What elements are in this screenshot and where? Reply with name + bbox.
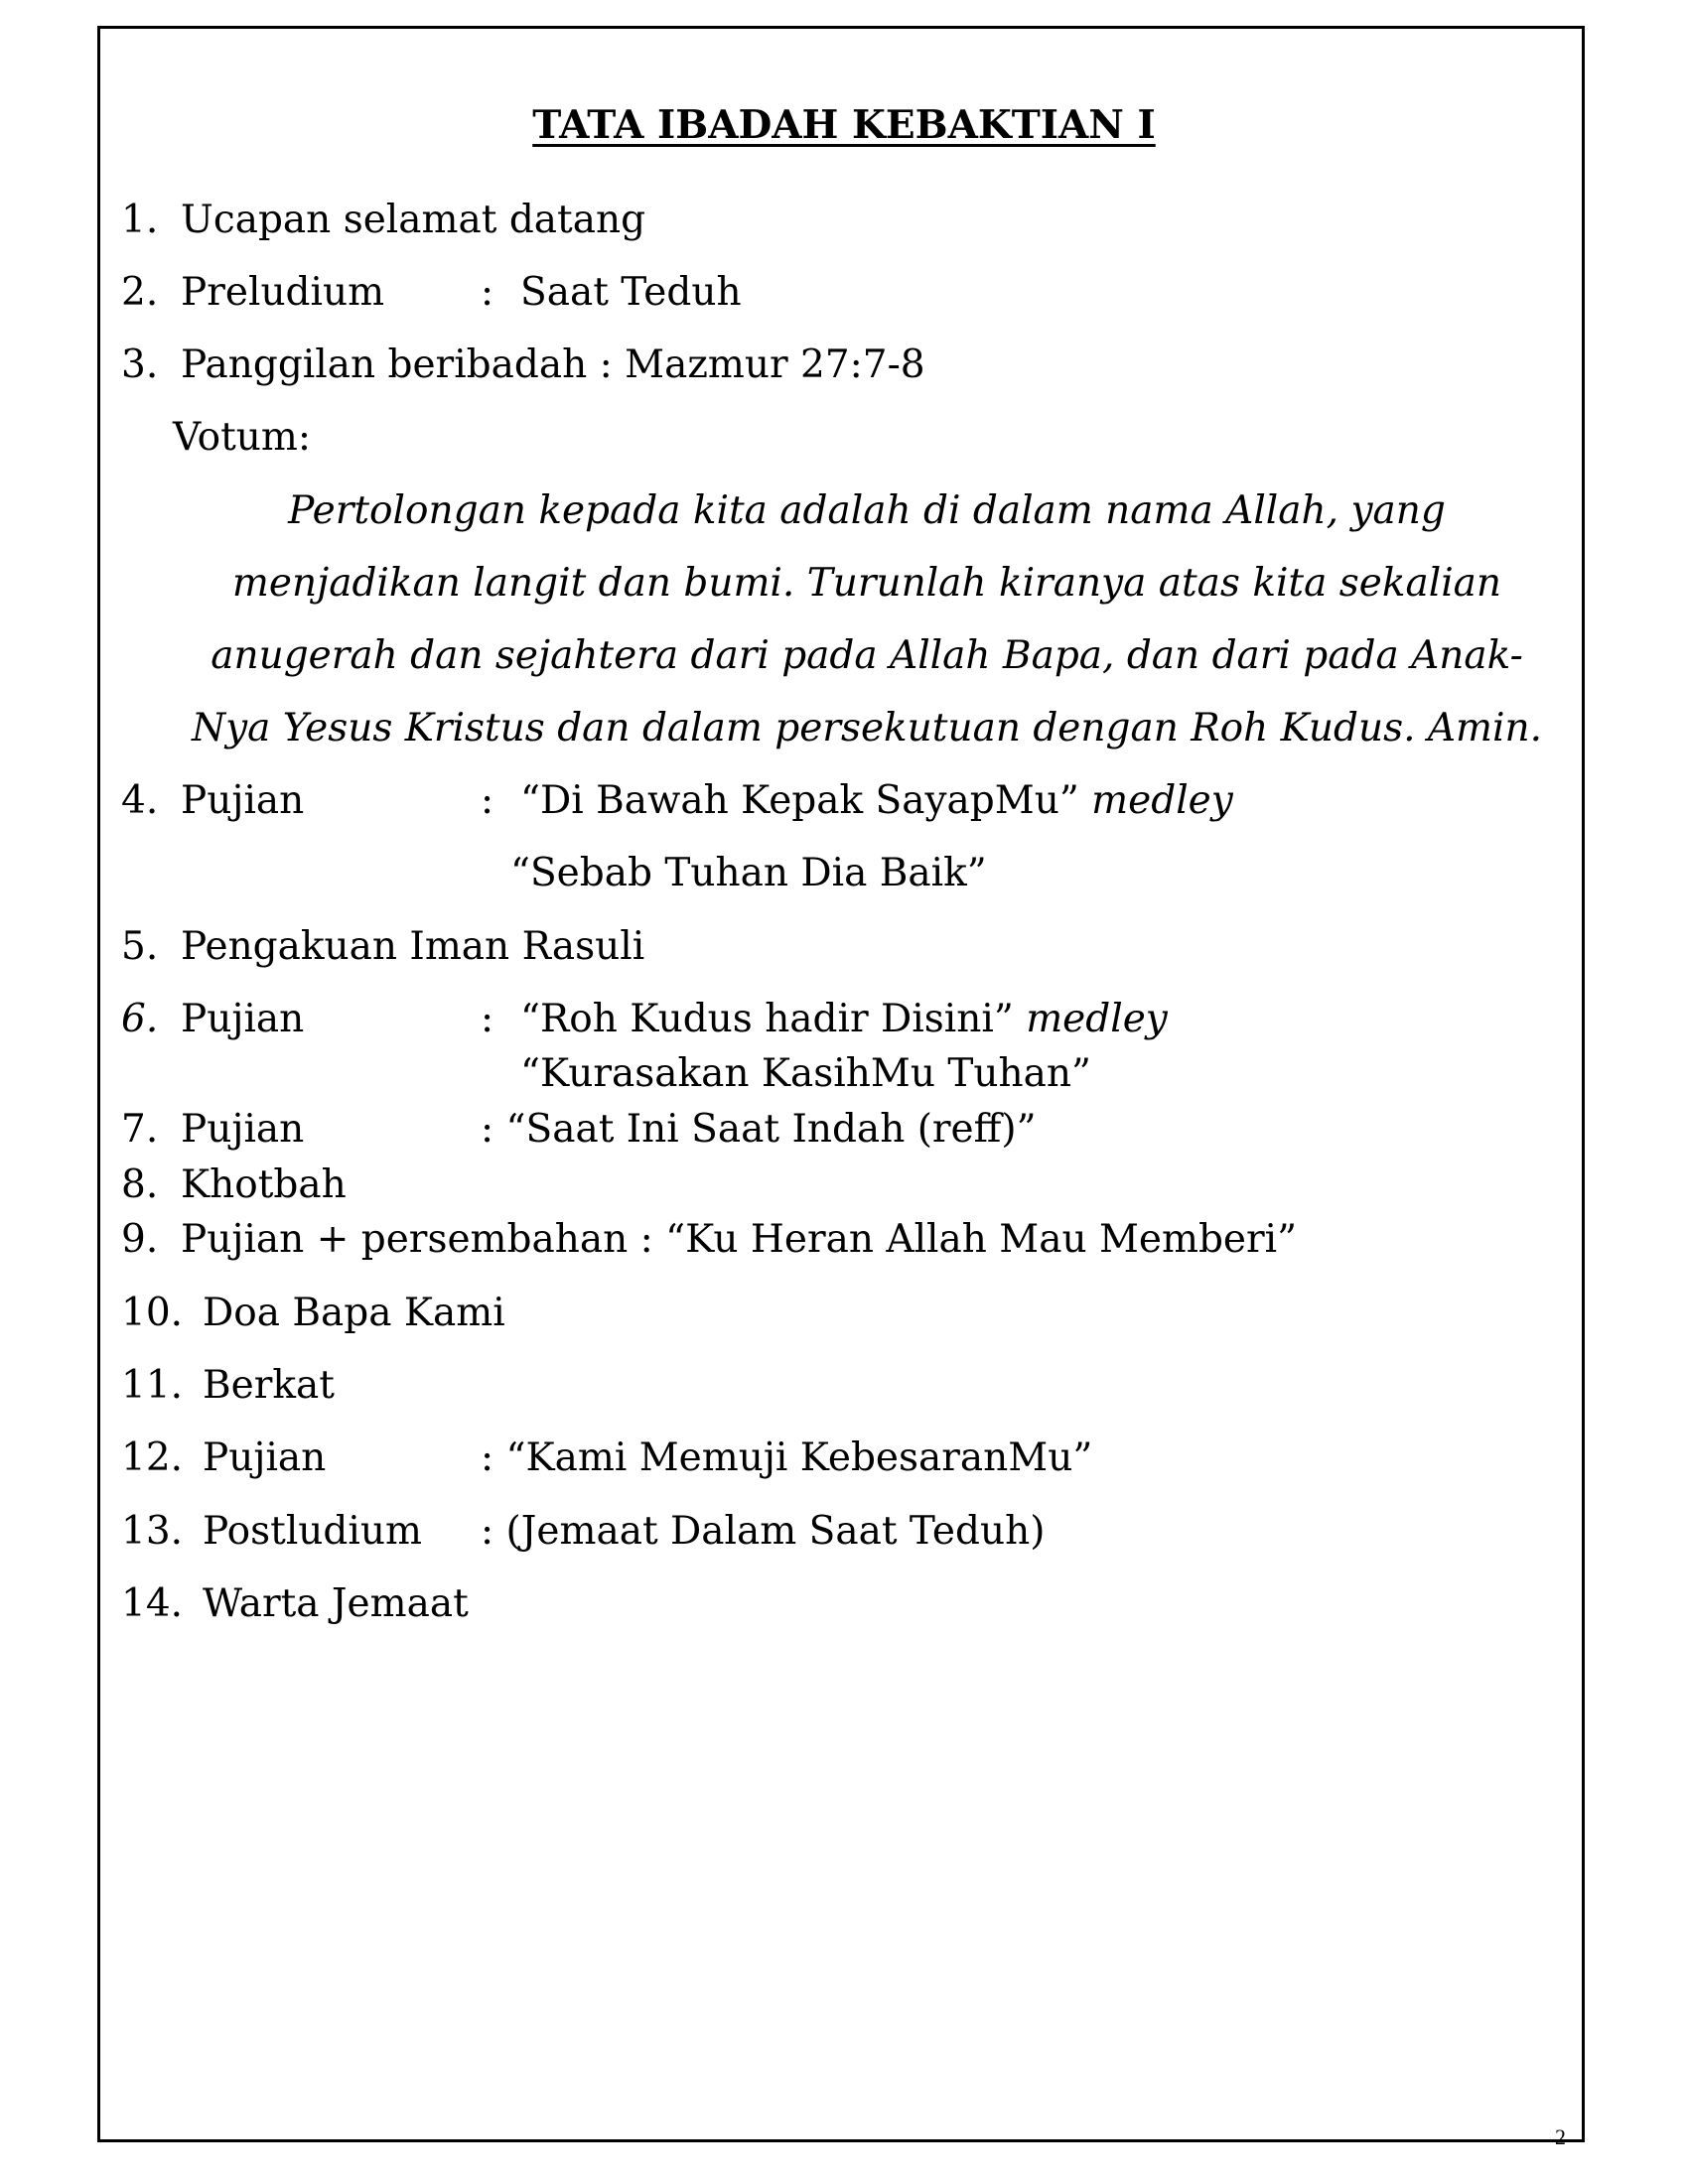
item-number: 10. xyxy=(121,1291,184,1335)
page-title: TATA IBADAH KEBAKTIAN I xyxy=(532,102,1156,148)
item-label: Pujian xyxy=(181,1107,305,1152)
item-value: Saat Teduh xyxy=(520,270,742,315)
item-value: : “Saat Ini Saat Indah (reff)” xyxy=(481,1107,1037,1152)
item-label: Pujian xyxy=(203,1435,327,1480)
medley-note: medley xyxy=(1026,997,1168,1041)
item-text: Khotbah xyxy=(181,1162,347,1207)
medley-note: medley xyxy=(1091,778,1233,823)
item-value-2: “Kurasakan KasihMu Tuhan” xyxy=(520,1051,1091,1096)
item-number: 7. xyxy=(121,1107,159,1152)
item-label: Pujian xyxy=(181,997,305,1041)
item-value-2: “Sebab Tuhan Dia Baik” xyxy=(510,851,987,895)
item-text: Pujian + persembahan : “Ku Heran Allah Mau Memberi” xyxy=(181,1217,1298,1262)
item-value xyxy=(520,997,1168,1041)
item-separator: : xyxy=(481,270,494,315)
item-text: Pengakuan Iman Rasuli xyxy=(181,924,645,969)
item-number: 9. xyxy=(121,1217,159,1262)
item-text: Warta Jemaat xyxy=(203,1581,469,1626)
item-text: Panggilan beribadah : Mazmur 27:7-8 xyxy=(181,342,925,387)
item-number: 1. xyxy=(121,198,159,242)
item-label: Preludium xyxy=(181,270,385,315)
item-number: 14. xyxy=(121,1581,184,1626)
votum-line: anugerah dan sejahtera dari pada Allah Bapa, dan dari pada Anak- xyxy=(211,633,1523,678)
song-title: “Di Bawah Kepak SayapMu” xyxy=(520,778,1079,823)
item-number: 3. xyxy=(121,342,159,387)
item-number: 2. xyxy=(121,270,159,315)
item-text: Doa Bapa Kami xyxy=(203,1291,505,1335)
item-number: 13. xyxy=(121,1509,184,1554)
item-label: Pujian xyxy=(181,778,305,823)
votum-label: Votum: xyxy=(173,415,311,460)
item-separator: : xyxy=(481,778,494,823)
song-title: “Roh Kudus hadir Disini” xyxy=(520,997,1014,1041)
votum-text xyxy=(167,475,1567,764)
item-number: 12. xyxy=(121,1435,184,1480)
item-number: 6. xyxy=(121,997,159,1041)
votum-line: menjadikan langit dan bumi. Turunlah kiranya atas kita sekalian xyxy=(231,561,1502,606)
item-number: 11. xyxy=(121,1363,184,1408)
item-text: Berkat xyxy=(203,1363,335,1408)
item-value: : (Jemaat Dalam Saat Teduh) xyxy=(481,1509,1046,1554)
item-text: Ucapan selamat datang xyxy=(181,198,646,242)
item-number: 5. xyxy=(121,924,159,969)
item-separator: : xyxy=(481,997,494,1041)
item-number: 8. xyxy=(121,1162,159,1207)
item-value: : “Kami Memuji KebesaranMu” xyxy=(481,1435,1093,1480)
votum-line: Nya Yesus Kristus dan dalam persekutuan dengan Roh Kudus. Amin. xyxy=(191,706,1543,751)
item-label: Postludium xyxy=(203,1509,422,1554)
item-number: 4. xyxy=(121,778,159,823)
votum-line: Pertolongan kepada kita adalah di dalam nama Allah, yang xyxy=(288,488,1446,533)
item-value xyxy=(520,778,1233,823)
page-number: 2 xyxy=(1555,2124,1566,2149)
